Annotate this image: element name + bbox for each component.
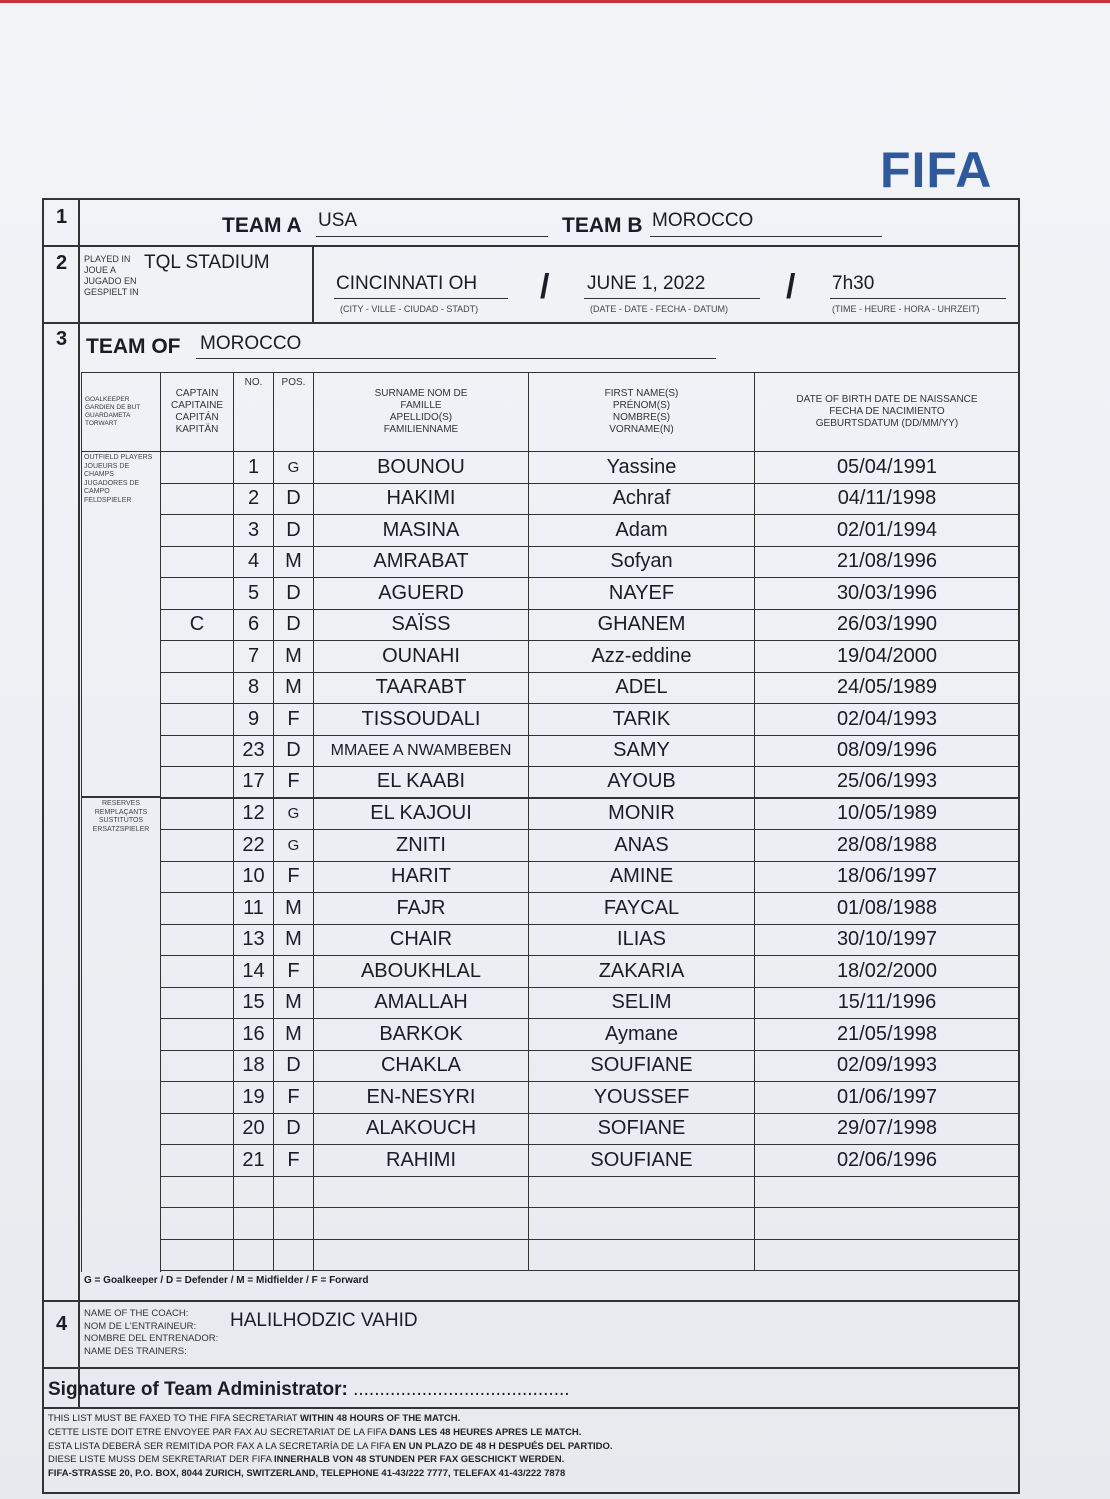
footer-bold: WITHIN 48 HOURS OF THE MATCH. [300, 1413, 461, 1424]
first-name-cell: FAYCAL [529, 893, 755, 925]
position-cell: F [274, 1145, 314, 1177]
date-of-birth-cell: 10/05/1989 [755, 799, 1020, 831]
surname-cell: RAHIMI [314, 1145, 529, 1177]
date-of-birth-cell: 30/10/1997 [755, 925, 1020, 957]
section-number: 4 [56, 1313, 68, 1335]
surname-cell: MASINA [314, 515, 529, 547]
captain-cell [161, 988, 234, 1020]
time-caption: (TIME - HEURE - HORA - UHRZEIT) [832, 304, 980, 314]
label-line: NAME OF THE COACH: [84, 1308, 189, 1319]
captain-cell [161, 1019, 234, 1051]
position-cell: D [274, 515, 314, 547]
surname-cell: ZNITI [314, 830, 529, 862]
footer-line [48, 1453, 613, 1467]
captain-cell [161, 830, 234, 862]
first-name-cell: ADEL [529, 673, 755, 705]
divider [44, 1300, 1018, 1302]
first-name-cell: Aymane [529, 1019, 755, 1051]
team-sheet-form [42, 198, 1020, 1494]
signature-label-text: Signature of Team Administrator: [48, 1379, 348, 1400]
first-name-cell [529, 1240, 755, 1272]
underline [584, 298, 760, 299]
table-row [81, 452, 1020, 484]
position-cell: M [274, 988, 314, 1020]
table-row [81, 1145, 1020, 1177]
captain-cell [161, 641, 234, 673]
divider [312, 245, 314, 322]
captain-cell [161, 925, 234, 957]
table-row [81, 578, 1020, 610]
first-name-header: FIRST NAME(S) PRÉNOM(S) NOMBRE(S) VORNAME(N) [529, 372, 755, 452]
number-cell: 13 [234, 925, 274, 957]
reserves-label: RESERVES REMPLAÇANTS SUSTITUTOS ERSATZSPIELER [81, 798, 161, 1272]
surname-cell: BARKOK [314, 1019, 529, 1051]
captain-cell [161, 547, 234, 579]
first-name-cell: Adam [529, 515, 755, 547]
surname-cell: AMALLAH [314, 988, 529, 1020]
captain-cell [161, 862, 234, 894]
table-row [81, 988, 1020, 1020]
number-cell: 14 [234, 956, 274, 988]
position-cell: F [274, 767, 314, 799]
table-row [81, 799, 1020, 831]
first-name-cell: SOUFIANE [529, 1051, 755, 1083]
position-cell: G [274, 830, 314, 862]
first-name-cell: AYOUB [529, 767, 755, 799]
surname-cell: MMAEE A NWAMBEBEN [314, 736, 529, 768]
first-name-cell: Yassine [529, 452, 755, 484]
position-header: POS. [274, 372, 314, 452]
captain-cell [161, 956, 234, 988]
underline [196, 358, 716, 359]
date-of-birth-cell: 21/05/1998 [755, 1019, 1020, 1051]
date-of-birth-header: DATE OF BIRTH DATE DE NAISSANCE FECHA DE NACIMIENTO GEBURTSDATUM (DD/MM/YY) [755, 372, 1020, 452]
table-row [81, 1177, 1020, 1209]
captain-cell [161, 1208, 234, 1240]
number-cell: 8 [234, 673, 274, 705]
number-cell: 11 [234, 893, 274, 925]
team-a-label: TEAM A [222, 214, 302, 237]
position-cell: M [274, 893, 314, 925]
first-name-cell: MONIR [529, 799, 755, 831]
table-row [81, 1208, 1020, 1240]
number-cell: 7 [234, 641, 274, 673]
captain-cell [161, 673, 234, 705]
surname-cell: CHAIR [314, 925, 529, 957]
number-cell: 17 [234, 767, 274, 799]
number-cell: 2 [234, 484, 274, 516]
divider [44, 322, 1018, 324]
captain-cell [161, 893, 234, 925]
surname-cell: OUNAHI [314, 641, 529, 673]
first-name-cell: YOUSSEF [529, 1082, 755, 1114]
footer-bold: FIFA-STRASSE 20, P.O. BOX, 8044 ZURICH, SWITZERLAND, TELEPHONE 41-43/222 7777, TELEFAX 41-43/222 7878 [48, 1468, 566, 1480]
position-cell: G [274, 452, 314, 484]
section-number: 1 [56, 206, 68, 228]
number-cell: 4 [234, 547, 274, 579]
footer-bold: INNERHALB VON 48 STUNDEN PER FAX GESCHICKT WERDEN. [273, 1454, 565, 1466]
position-cell: M [274, 547, 314, 579]
first-name-cell: Azz-eddine [529, 641, 755, 673]
divider [44, 245, 1018, 247]
number-cell: 22 [234, 830, 274, 862]
player-list-table [81, 372, 1020, 1272]
date-of-birth-cell: 02/01/1994 [755, 515, 1020, 547]
number-cell: 15 [234, 988, 274, 1020]
label-line: NOMBRE DEL ENTRENADOR: [84, 1333, 219, 1344]
captain-cell [161, 1051, 234, 1083]
first-name-cell: ILIAS [529, 925, 755, 957]
surname-cell: CHAKLA [314, 1051, 529, 1083]
surname-cell: EN-NESYRI [314, 1082, 529, 1114]
divider [44, 1367, 1018, 1369]
number-column-divider [78, 200, 80, 1407]
date-of-birth-cell [755, 1177, 1020, 1209]
surname-cell [314, 1177, 529, 1209]
date-caption: (DATE - DATE - FECHA - DATUM) [590, 304, 728, 314]
coach-label [84, 1308, 218, 1358]
number-cell: 9 [234, 704, 274, 736]
outfield-players-label: OUTFIELD PLAYERS JOUEURS DE CHAMPS JUGADORES DE CAMPO FELDSPIELER [81, 452, 161, 798]
position-cell: G [274, 799, 314, 831]
surname-cell [314, 1240, 529, 1272]
surname-cell: AMRABAT [314, 547, 529, 579]
surname-cell: FAJR [314, 893, 529, 925]
number-cell: 19 [234, 1082, 274, 1114]
number-cell: 5 [234, 578, 274, 610]
label-line: JUGADO EN [84, 276, 137, 286]
date-of-birth-cell: 15/11/1996 [755, 988, 1020, 1020]
label-line: NAME DES TRAINERS: [84, 1345, 187, 1357]
time-value: 7h30 [832, 273, 875, 294]
surname-cell: EL KAABI [314, 767, 529, 799]
position-cell: F [274, 862, 314, 894]
date-of-birth-cell: 19/04/2000 [755, 641, 1020, 673]
date-value: JUNE 1, 2022 [587, 273, 706, 294]
label-line: JOUE A [84, 265, 117, 275]
first-name-cell [529, 1208, 755, 1240]
first-name-cell: ZAKARIA [529, 956, 755, 988]
footer-line [48, 1412, 613, 1426]
number-cell: 20 [234, 1114, 274, 1146]
number-cell: 23 [234, 736, 274, 768]
date-of-birth-cell: 04/11/1998 [755, 484, 1020, 516]
number-header: NO. [234, 372, 274, 452]
footer-bold: EN UN PLAZO DE 48 H DESPUÉS DEL PARTIDO. [392, 1440, 613, 1452]
date-of-birth-cell: 28/08/1988 [755, 830, 1020, 862]
date-of-birth-cell: 26/03/1990 [755, 610, 1020, 642]
played-in-label [84, 254, 139, 298]
footer-line [48, 1440, 613, 1454]
date-of-birth-cell: 02/04/1993 [755, 704, 1020, 736]
position-cell: D [274, 578, 314, 610]
city-value: CINCINNATI OH [336, 273, 478, 294]
captain-cell [161, 1082, 234, 1114]
table-row [81, 956, 1020, 988]
date-of-birth-cell: 08/09/1996 [755, 736, 1020, 768]
position-cell [274, 1240, 314, 1272]
stadium-value: TQL STADIUM [144, 252, 270, 273]
position-cell: F [274, 704, 314, 736]
team-of-label: TEAM OF [86, 335, 181, 358]
first-name-cell: Sofyan [529, 547, 755, 579]
position-cell: D [274, 736, 314, 768]
date-of-birth-cell: 02/06/1996 [755, 1145, 1020, 1177]
table-row [81, 736, 1020, 768]
date-of-birth-cell: 25/06/1993 [755, 767, 1020, 799]
table-row [81, 830, 1020, 862]
position-cell [274, 1208, 314, 1240]
table-row [81, 704, 1020, 736]
first-name-cell: TARIK [529, 704, 755, 736]
number-cell: 3 [234, 515, 274, 547]
footer-text: THIS LIST MUST BE FAXED TO THE FIFA SECRETARIAT [48, 1413, 300, 1424]
position-cell: D [274, 610, 314, 642]
footer-line [48, 1426, 613, 1440]
date-of-birth-cell [755, 1240, 1020, 1272]
number-cell [234, 1240, 274, 1272]
footer-line [48, 1467, 613, 1481]
section-number: 2 [56, 252, 68, 274]
city-caption: (CITY - VILLE - CIUDAD - STADT) [340, 304, 479, 314]
position-cell: M [274, 925, 314, 957]
surname-cell: HAKIMI [314, 484, 529, 516]
table-row [81, 1082, 1020, 1114]
captain-cell [161, 1145, 234, 1177]
surname-cell: BOUNOU [314, 452, 529, 484]
date-of-birth-cell: 29/07/1998 [755, 1114, 1020, 1146]
position-legend: G = Goalkeeper / D = Defender / M = Midfielder / F = Forward [84, 1275, 369, 1286]
surname-cell: SAÏSS [314, 610, 529, 642]
number-cell: 6 [234, 610, 274, 642]
coach-value: HALILHODZIC VAHID [230, 1310, 418, 1331]
underline [650, 236, 882, 237]
label-line: GESPIELT IN [84, 287, 139, 297]
position-cell: F [274, 1082, 314, 1114]
surname-cell: ABOUKHLAL [314, 956, 529, 988]
first-name-cell: ANAS [529, 830, 755, 862]
first-name-cell [529, 1177, 755, 1209]
captain-header: CAPTAIN CAPITAINE CAPITÁN KAPITÄN [161, 372, 234, 452]
date-of-birth-cell: 01/06/1997 [755, 1082, 1020, 1114]
captain-cell [161, 452, 234, 484]
number-cell: 1 [234, 452, 274, 484]
table-row [81, 484, 1020, 516]
separator-slash: / [786, 268, 796, 306]
first-name-cell: SAMY [529, 736, 755, 768]
footer-bold: DANS LES 48 HEURES APRES LE MATCH. [389, 1426, 582, 1438]
table-row [81, 673, 1020, 705]
captain-cell [161, 1240, 234, 1272]
position-cell [274, 1177, 314, 1209]
table-row [81, 1019, 1020, 1051]
date-of-birth-cell: 02/09/1993 [755, 1051, 1020, 1083]
number-cell: 21 [234, 1145, 274, 1177]
team-b-label: TEAM B [562, 214, 643, 237]
captain-cell [161, 515, 234, 547]
fifa-logo: FIFA [880, 142, 993, 198]
captain-cell [161, 799, 234, 831]
table-row [81, 1240, 1020, 1272]
surname-cell: TAARABT [314, 673, 529, 705]
surname-cell: AGUERD [314, 578, 529, 610]
table-row [81, 547, 1020, 579]
surname-header: SURNAME NOM DE FAMILLE APELLIDO(S) FAMILIENNAME [314, 372, 529, 452]
date-of-birth-cell: 24/05/1989 [755, 673, 1020, 705]
underline [334, 298, 508, 299]
surname-cell: ALAKOUCH [314, 1114, 529, 1146]
date-of-birth-cell: 05/04/1991 [755, 452, 1020, 484]
number-cell [234, 1208, 274, 1240]
captain-cell [161, 704, 234, 736]
date-of-birth-cell: 01/08/1988 [755, 893, 1020, 925]
surname-cell [314, 1208, 529, 1240]
footer-text: DIESE LISTE MUSS DEM SEKRETARIAT DER FIFA [48, 1454, 274, 1466]
first-name-cell: SOUFIANE [529, 1145, 755, 1177]
table-row [81, 1051, 1020, 1083]
team-a-value: USA [318, 210, 358, 231]
captain-cell [161, 1114, 234, 1146]
first-name-cell: GHANEM [529, 610, 755, 642]
label-line: PLAYED IN [84, 254, 131, 264]
separator-slash: / [540, 268, 550, 306]
number-cell: 10 [234, 862, 274, 894]
footer-text: CETTE LISTE DOIT ETRE ENVOYEE PAR FAX AU SECRETARIAT DE LA FIFA [48, 1426, 390, 1438]
label-line: NOM DE L'ENTRAINEUR: [84, 1320, 197, 1332]
number-cell: 18 [234, 1051, 274, 1083]
number-cell [234, 1177, 274, 1209]
position-cell: D [274, 1051, 314, 1083]
position-cell: M [274, 673, 314, 705]
position-cell: F [274, 956, 314, 988]
date-of-birth-cell: 18/06/1997 [755, 862, 1020, 894]
captain-cell: C [161, 610, 234, 642]
captain-cell [161, 767, 234, 799]
position-cell: D [274, 484, 314, 516]
signature-line: ......................................... [353, 1379, 570, 1400]
date-of-birth-cell: 18/02/2000 [755, 956, 1020, 988]
position-cell: D [274, 1114, 314, 1146]
underline [830, 298, 1006, 299]
position-cell: M [274, 1019, 314, 1051]
number-cell: 12 [234, 799, 274, 831]
captain-cell [161, 1177, 234, 1209]
divider [44, 1407, 1018, 1409]
fax-instructions [48, 1412, 613, 1481]
signature-label [48, 1379, 570, 1401]
table-row [81, 925, 1020, 957]
table-row [81, 1114, 1020, 1146]
surname-cell: EL KAJOUI [314, 799, 529, 831]
first-name-cell: SOFIANE [529, 1114, 755, 1146]
footer-text: ESTA LISTA DEBERÁ SER REMITIDA POR FAX A LA SECRETARÍA DE LA FIFA [48, 1440, 393, 1452]
first-name-cell: AMINE [529, 862, 755, 894]
surname-cell: TISSOUDALI [314, 704, 529, 736]
team-b-value: MOROCCO [652, 210, 754, 231]
surname-cell: HARIT [314, 862, 529, 894]
date-of-birth-cell: 30/03/1996 [755, 578, 1020, 610]
table-row [81, 893, 1020, 925]
first-name-cell: NAYEF [529, 578, 755, 610]
team-of-value: MOROCCO [200, 333, 302, 354]
first-name-cell: Achraf [529, 484, 755, 516]
underline [316, 236, 548, 237]
section-number: 3 [56, 328, 68, 350]
table-row [81, 610, 1020, 642]
table-row [81, 515, 1020, 547]
captain-cell [161, 578, 234, 610]
captain-cell [161, 484, 234, 516]
date-of-birth-cell [755, 1208, 1020, 1240]
table-row [81, 862, 1020, 894]
table-row [81, 641, 1020, 673]
number-cell: 16 [234, 1019, 274, 1051]
goalkeeper-header: GOALKEEPER GARDIEN DE BUT GUARDAMETA TORWART [81, 372, 161, 452]
first-name-cell: SELIM [529, 988, 755, 1020]
position-cell: M [274, 641, 314, 673]
date-of-birth-cell: 21/08/1996 [755, 547, 1020, 579]
captain-cell [161, 736, 234, 768]
table-row [81, 767, 1020, 799]
